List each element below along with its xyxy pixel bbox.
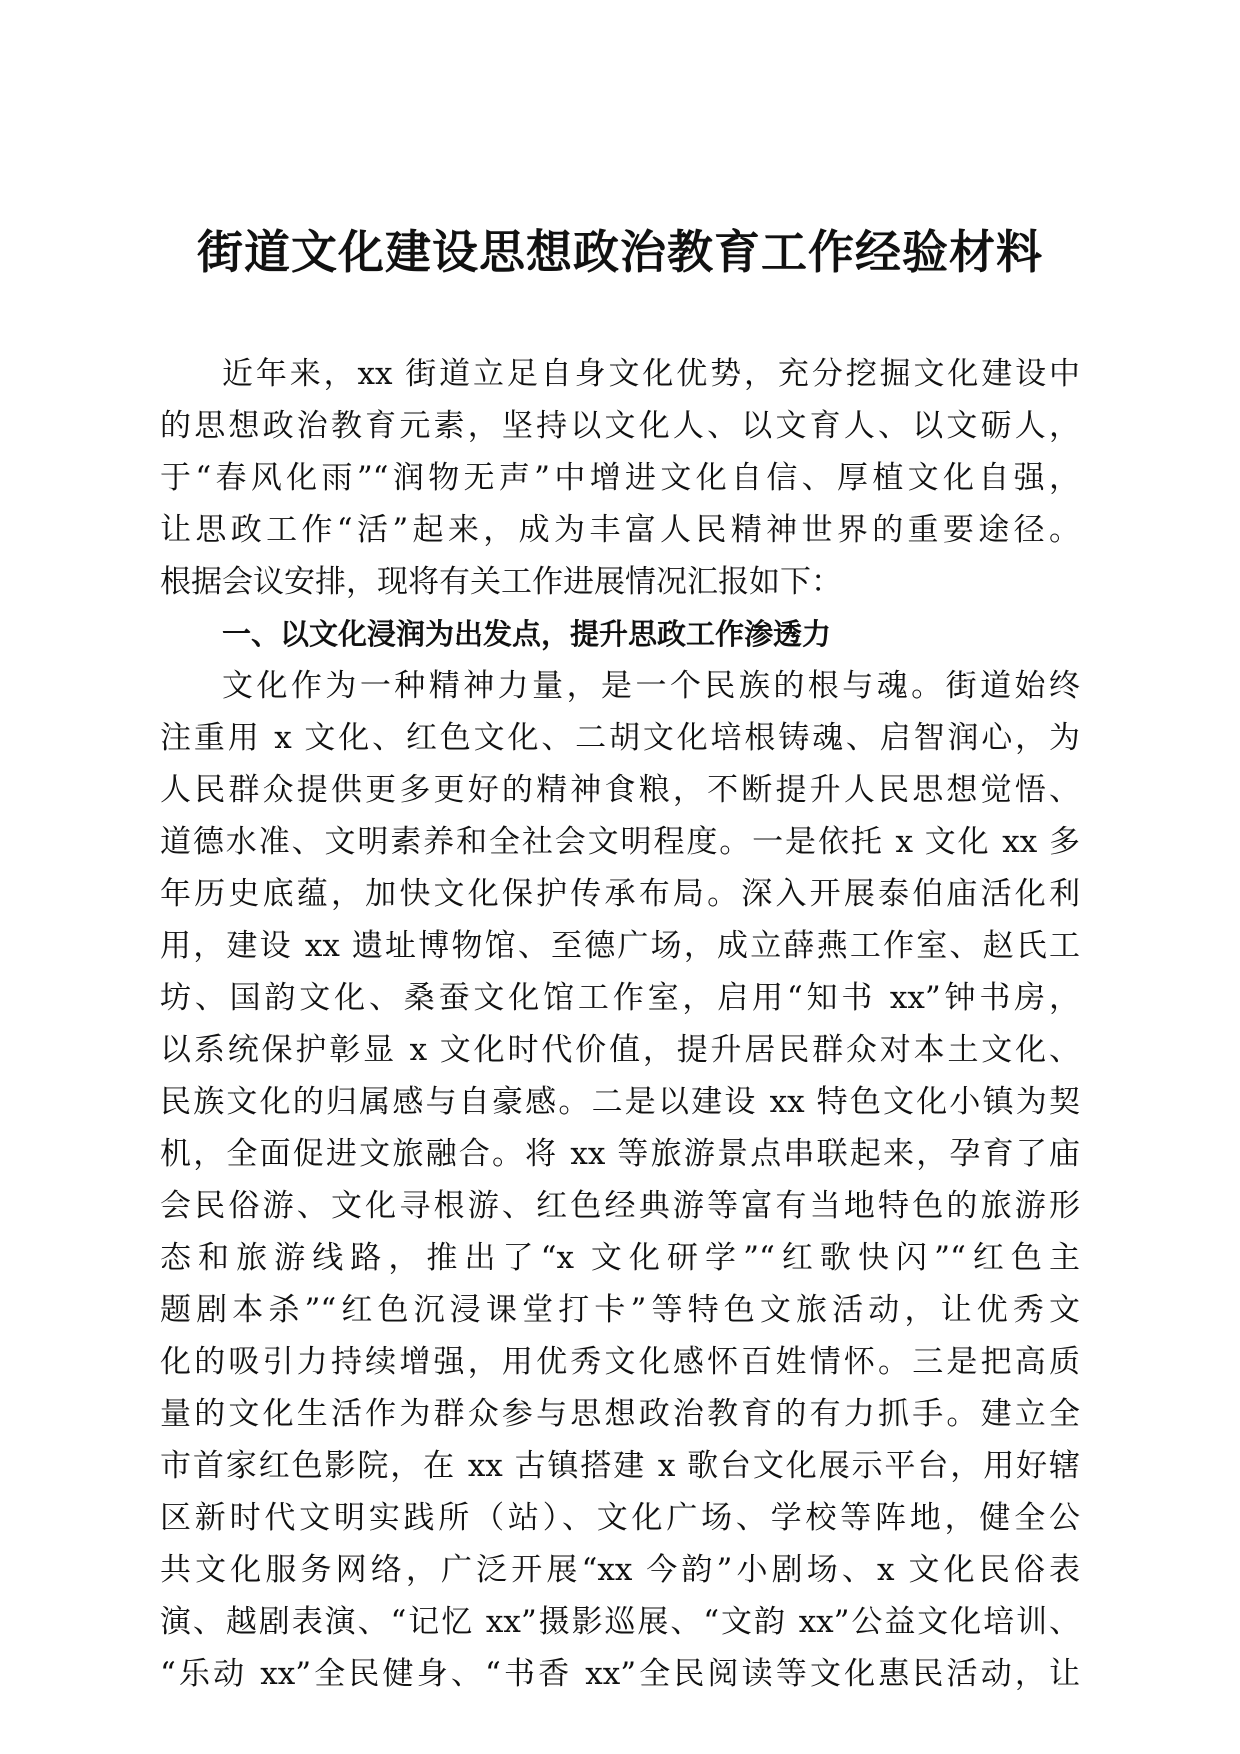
paragraph-line: 民族文化的归属感与自豪感。二是以建设 xx 特色文化小镇为契 xyxy=(160,1084,1080,1120)
paragraph-line: “乐动 xx”全民健身、“书香 xx”全民阅读等文化惠民活动，让 xyxy=(160,1656,1080,1692)
paragraph-line: 题剧本杀”“红色沉浸课堂打卡”等特色文旅活动，让优秀文 xyxy=(160,1292,1080,1328)
paragraph-line: 以系统保护彰显 x 文化时代价值，提升居民群众对本土文化、 xyxy=(160,1032,1080,1068)
paragraph-line: 用，建设 xx 遗址博物馆、至德广场，成立薛燕工作室、赵氏工 xyxy=(160,928,1080,964)
paragraph-line: 市首家红色影院，在 xx 古镇搭建 x 歌台文化展示平台，用好辖 xyxy=(160,1448,1080,1484)
paragraph-line: 的思想政治教育元素，坚持以文化人、以文育人、以文砺人， xyxy=(160,408,1080,444)
paragraph-line: 会民俗游、文化寻根游、红色经典游等富有当地特色的旅游形 xyxy=(160,1188,1080,1224)
paragraph-line: 共文化服务网络，广泛开展“xx 今韵”小剧场、x 文化民俗表 xyxy=(160,1552,1080,1588)
paragraph-line: 注重用 x 文化、红色文化、二胡文化培根铸魂、启智润心，为 xyxy=(160,720,1080,756)
paragraph-line: 道德水准、文明素养和全社会文明程度。一是依托 x 文化 xx 多 xyxy=(160,824,1080,860)
paragraph-line: 化的吸引力持续增强，用优秀文化感怀百姓情怀。三是把高质 xyxy=(160,1344,1080,1380)
paragraph-line: 人民群众提供更多更好的精神食粮，不断提升人民思想觉悟、 xyxy=(160,772,1080,808)
paragraph-line: 量的文化生活作为群众参与思想政治教育的有力抓手。建立全 xyxy=(160,1396,1080,1432)
paragraph-line: 年历史底蕴，加快文化保护传承布局。深入开展泰伯庙活化利 xyxy=(160,876,1080,912)
paragraph-line: 机，全面促进文旅融合。将 xx 等旅游景点串联起来，孕育了庙 xyxy=(160,1136,1080,1172)
paragraph-line: 根据会议安排，现将有关工作进展情况汇报如下： xyxy=(160,564,842,600)
paragraph-line: 坊、国韵文化、桑蚕文化馆工作室，启用“知书 xx”钟书房， xyxy=(160,980,1080,1016)
paragraph-line: 文化作为一种精神力量，是一个民族的根与魂。街道始终 xyxy=(222,668,1080,704)
paragraph-line: 态和旅游线路，推出了“x 文化研学”“红歌快闪”“红色主 xyxy=(160,1240,1080,1276)
paragraph-line: 于“春风化雨”“润物无声”中增进文化自信、厚植文化自强， xyxy=(160,460,1080,496)
paragraph-line: 演、越剧表演、“记忆 xx”摄影巡展、“文韵 xx”公益文化培训、 xyxy=(160,1604,1080,1640)
paragraph-line: 近年来，xx 街道立足自身文化优势，充分挖掘文化建设中 xyxy=(222,356,1080,392)
paragraph-line: 让思政工作“活”起来，成为丰富人民精神世界的重要途径。 xyxy=(160,512,1080,548)
section-heading: 一、以文化浸润为出发点，提升思政工作渗透力 xyxy=(222,617,832,651)
paragraph-line: 区新时代文明实践所（站）、文化广场、学校等阵地，健全公 xyxy=(160,1500,1080,1536)
document-title: 街道文化建设思想政治教育工作经验材料 xyxy=(197,225,1043,279)
